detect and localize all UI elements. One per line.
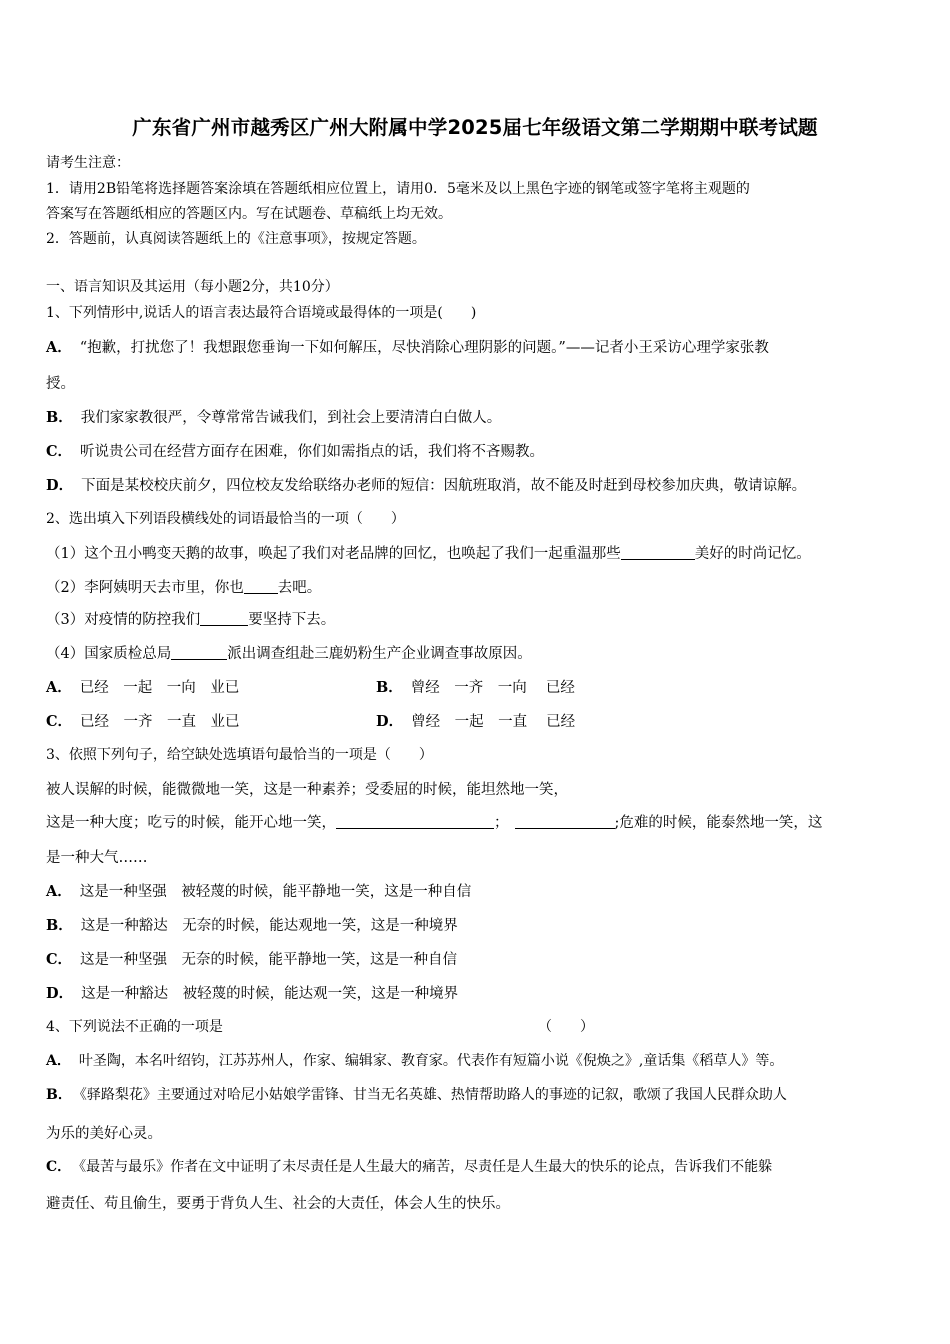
q2-stem: 2、选出填入下列语段横线处的词语最恰当的一项（ ） [46,511,405,527]
q1-option-a-line-2: 授。 [46,376,75,392]
answer-blank [200,611,248,626]
q3-stem: 3、依照下列句子，给空缺处选填语句最恰当的一项是（ ） [46,747,433,763]
notice-item-1-line-1: 1．请用2B铅笔将选择题答案涂填在答题纸相应位置上，请用0．5毫米及以上黑色字迹的钢笔或签字笔将主观题的 [46,181,750,197]
q2-option-d-label: D． [376,713,404,730]
q1-option-d [46,474,806,495]
q1-option-c [46,440,544,461]
q2-option-d-text: 曾经 一起 一直 已经 [411,714,576,730]
q2-option-a-text: 已经 一起 一向 业已 [79,680,240,696]
q3-passage-line-2-end: ;危难的时候，能泰然地一笑，这 [614,815,823,831]
q3-option-a [46,880,471,901]
q2-sentence-3-end: 要坚持下去。 [248,612,336,628]
q2-option-c-text: 已经 一齐 一直 业已 [80,714,240,730]
q3-option-d-label: D． [46,985,74,1002]
q2-option-c [46,710,240,731]
q1-option-b-label: B． [46,409,73,426]
q3-option-a-text: 这是一种坚强 被轻蔑的时候，能平静地一笑，这是一种自信 [79,884,472,900]
answer-blank [515,814,615,829]
q2-sentence-2-end: 去吧。 [277,580,322,596]
q2-option-a [46,676,239,697]
q3-passage-separator: ； [494,815,509,831]
q3-option-c-label: C． [46,951,73,968]
q4-option-c-label: C． [46,1159,72,1175]
q1-option-a-label: A． [46,339,72,356]
answer-blank [621,545,695,560]
q4-option-b-line-2: 为乐的美好心灵。 [46,1126,162,1142]
q2-sentence-3 [46,608,335,629]
q4-answer-paren: （ ） [538,1019,594,1035]
q2-option-b-text: 曾经 一齐 一向 已经 [410,680,575,696]
notice-item-1-line-2: 答案写在答题纸相应的答题区内。写在试题卷、草稿纸上均无效。 [46,206,452,222]
q1-option-a-text: “抱歉，打扰您了！我想跟您垂询一下如何解压，尽快消除心理阴影的问题。”——记者小王采访心理学家张教 [79,340,769,356]
q2-sentence-2 [46,576,321,597]
q4-stem: 4、下列说法不正确的一项是 [46,1019,223,1035]
q4-option-b-text: 《驿路梨花》主要通过对哈尼小姑娘学雷锋、甘当无名英雄、热情帮助路人的事迹的记叙，歌颂了我国人民群众助人 [79,1087,787,1103]
q1-option-d-label: D． [46,477,74,494]
q3-option-c-text: 这是一种坚强 无奈的时候，能平静地一笑，这是一种自信 [80,952,458,968]
q3-passage-line-1: 被人误解的时候，能微微地一笑，这是一种素养；受委屈的时候，能坦然地一笑， [46,782,568,798]
notice-item-2: 2．答题前，认真阅读答题纸上的《注意事项》，按规定答题。 [46,231,426,247]
q4-option-c-text: 《最苦与最乐》作者在文中证明了未尽责任是人生最大的痛苦，尽责任是人生最大的快乐的论点，告诉我们不能躲 [79,1159,773,1175]
q2-sentence-1-end: 美好的时尚记忆。 [694,546,811,562]
q1-option-a [46,336,769,357]
q3-option-c [46,948,457,969]
q4-option-a [46,1050,783,1070]
q1-stem: 1、下列情形中,说话人的语言表达最符合语境或最得体的一项是( ) [46,305,477,321]
q3-option-d [46,982,458,1003]
q4-option-a-label: A． [46,1053,71,1069]
q2-sentence-1-start: （1）这个丑小鸭变天鹅的故事，唤起了我们对老品牌的回忆，也唤起了我们一起重温那些 [46,546,621,562]
page-title: 广东省广州市越秀区广州大附属中学2025届七年级语文第二学期期中联考试题 [132,116,818,139]
answer-blank [336,814,494,829]
q3-option-b [46,914,458,935]
q4-option-c-line-2: 避责任、苟且偷生，要勇于背负人生、社会的大责任，体会人生的快乐。 [46,1196,510,1212]
q4-option-b [46,1084,787,1104]
q2-sentence-4 [46,642,532,663]
q3-passage-line-2 [46,811,822,832]
answer-blank [171,645,227,660]
q2-option-a-label: A． [46,679,72,696]
q4-option-b-label: B． [46,1087,72,1103]
q3-option-b-text: 这是一种豁达 无奈的时候，能达观地一笑，这是一种境界 [80,918,458,934]
q3-option-b-label: B． [46,917,73,934]
section-heading: 一、语言知识及其运用（每小题2分，共10分） [46,279,339,295]
q1-option-c-text: 听说贵公司在经营方面存在困难，你们如需指点的话，我们将不吝赐教。 [80,444,545,460]
q1-option-d-text: 下面是某校校庆前夕，四位校友发给联络办老师的短信：因航班取消，故不能及时赶到母校参加庆典，敬请谅解。 [81,478,807,494]
q4-option-c [46,1156,772,1176]
q2-sentence-2-start: （2）李阿姨明天去市里，你也 [46,580,244,596]
notice-heading: 请考生注意： [46,155,130,171]
answer-blank [244,579,278,594]
q3-passage-line-2-start: 这是一种大度；吃亏的时候，能开心地一笑， [46,815,336,831]
q3-option-a-label: A． [46,883,72,900]
q3-passage-line-3: 是一种大气…… [46,850,148,866]
q2-sentence-3-start: （3）对疫情的防控我们 [46,612,201,628]
q2-option-c-label: C． [46,713,73,730]
q1-option-c-label: C． [46,443,73,460]
q1-option-b-text: 我们家家教很严，令尊常常告诫我们，到社会上要清清白白做人。 [80,410,502,426]
q2-option-d [376,710,575,731]
q4-option-a-text: 叶圣陶，本名叶绍钧，江苏苏州人，作家、编辑家、教育家。代表作有短篇小说《倪焕之》,童话集《稻草人》等。 [78,1053,784,1069]
q2-sentence-1 [46,542,811,563]
q1-option-b [46,406,501,427]
q2-sentence-4-end: 派出调查组赴三鹿奶粉生产企业调查事故原因。 [227,646,532,662]
q2-option-b [376,676,575,697]
q2-option-b-label: B． [376,679,403,696]
q3-option-d-text: 这是一种豁达 被轻蔑的时候，能达观一笑，这是一种境界 [81,986,459,1002]
q2-sentence-4-start: （4）国家质检总局 [46,646,172,662]
